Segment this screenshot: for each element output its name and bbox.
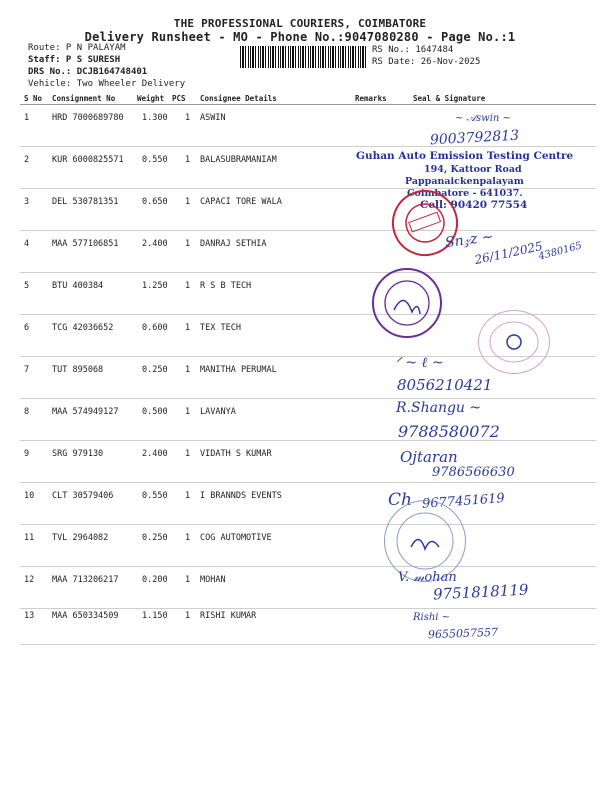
row-consignment: SRG 979130	[52, 449, 104, 459]
row-weight: 1.150	[142, 611, 168, 621]
runsheet-subtitle: Delivery Runsheet - MO - Phone No.:9047080280 - Page No.:1	[84, 30, 516, 44]
stamp-address-line: 194, Kattoor Road	[424, 164, 522, 175]
row-pcs: 1	[185, 365, 191, 375]
row-weight: 1.250	[142, 281, 168, 291]
row-weight: 0.250	[142, 533, 168, 543]
row-consignment: HRD 7000689780	[52, 113, 124, 123]
table-row	[20, 482, 596, 525]
purple-seal-inner	[374, 270, 440, 336]
signature-scribble: R.Shangu ~	[396, 400, 482, 416]
row-consignment: TCG 42036652	[52, 323, 114, 333]
signature-scribble: V. 𝓂ohan	[398, 570, 457, 585]
row-sno: 4	[24, 239, 30, 249]
company-title: THE PROFESSIONAL COURIERS, COIMBATORE	[173, 17, 427, 30]
row-sno: 8	[24, 407, 30, 417]
table-row	[20, 272, 596, 315]
handwritten-phone: 9655057557	[427, 625, 499, 642]
row-weight: 2.400	[142, 449, 168, 459]
header-pcs: PCS	[172, 94, 186, 103]
vehicle-label: Vehicle: Two Wheeler Delivery	[28, 79, 186, 89]
row-consignment: TVL 2964082	[52, 533, 109, 543]
row-sno: 3	[24, 197, 30, 207]
handwritten-phone: 9751818119	[432, 580, 529, 604]
header-remarks: Remarks	[355, 94, 387, 103]
signature-scribble: Ojtaran	[400, 448, 458, 466]
row-sno: 2	[24, 155, 30, 165]
row-weight: 1.300	[142, 113, 168, 123]
row-sno: 5	[24, 281, 30, 291]
row-consignee: LAVANYA	[200, 407, 236, 417]
handwritten-phone: 8056210421	[397, 376, 493, 394]
row-consignment: TUT 895068	[52, 365, 104, 375]
pink-seal-stamp	[478, 310, 550, 374]
stamp-phone: Cell: 90420 77554	[420, 199, 528, 211]
row-consignee: DANRAJ SETHIA	[200, 239, 267, 249]
row-weight: 0.650	[142, 197, 168, 207]
row-consignee: RISHI KUMAR	[200, 611, 257, 621]
row-weight: 0.550	[142, 155, 168, 165]
stamp-address-line: Coimbatore - 641037.	[407, 188, 523, 199]
row-sno: 11	[24, 533, 35, 543]
row-weight: 0.550	[142, 491, 168, 501]
handwritten-number: 4380165	[537, 240, 584, 263]
header-sno: S No	[24, 94, 43, 103]
header-seal-signature: Seal & Signature	[413, 94, 486, 103]
row-weight: 2.400	[142, 239, 168, 249]
handwritten-phone: 9788580072	[398, 422, 500, 441]
row-pcs: 1	[185, 611, 191, 621]
signature-scribble: Sn𝓏z ~	[444, 228, 495, 252]
row-consignee: MANITHA PERUMAL	[200, 365, 277, 375]
row-pcs: 1	[185, 113, 191, 123]
row-pcs: 1	[185, 197, 191, 207]
blue-seal-inner	[385, 501, 465, 581]
header-consignee: Consignee Details	[200, 94, 277, 103]
row-consignment: MAA 574949127	[52, 407, 119, 417]
row-consignment: DEL 530781351	[52, 197, 119, 207]
rs-date: RS Date: 26-Nov-2025	[372, 57, 481, 67]
staff-label: Staff: P S SURESH	[28, 55, 121, 65]
row-pcs: 1	[185, 323, 191, 333]
row-pcs: 1	[185, 533, 191, 543]
stamp-address-line: Pappanaickenpalayam	[405, 176, 524, 187]
barcode-image	[240, 46, 368, 68]
table-row	[20, 524, 596, 567]
signature-scribble: ᐟ ~ ℓ ~	[395, 355, 444, 371]
purple-seal-stamp	[372, 268, 442, 338]
row-consignment: KUR 6000825571	[52, 155, 124, 165]
row-consignee: ASWIN	[200, 113, 226, 123]
row-pcs: 1	[185, 239, 191, 249]
rs-number: RS No.: 1647484	[372, 45, 454, 55]
header-consignment: Consignment No	[52, 94, 116, 103]
row-consignee: MOHAN	[200, 575, 226, 585]
row-sno: 12	[24, 575, 35, 585]
signature-scribble: Rishi ~	[413, 612, 451, 623]
row-sno: 7	[24, 365, 30, 375]
table-row	[20, 398, 596, 441]
handwritten-phone: 9677451619	[421, 491, 506, 512]
row-weight: 0.600	[142, 323, 168, 333]
row-consignment: MAA 713206217	[52, 575, 119, 585]
row-sno: 6	[24, 323, 30, 333]
stamp-company-name: Guhan Auto Emission Testing Centre	[356, 150, 574, 162]
handwritten-phone: 9003792813	[429, 127, 520, 149]
row-weight: 0.250	[142, 365, 168, 375]
route-label: Route: P N PALAYAM	[28, 43, 126, 53]
row-pcs: 1	[185, 575, 191, 585]
row-consignee: COG AUTOMOTIVE	[200, 533, 272, 543]
handwritten-phone: 9786566630	[432, 465, 515, 480]
row-pcs: 1	[185, 449, 191, 459]
table-row	[20, 602, 596, 645]
row-consignee: BALASUBRAMANIAM	[200, 155, 277, 165]
row-consignment: BTU 400384	[52, 281, 104, 291]
row-sno: 13	[24, 611, 35, 621]
signature-aswin: ~ 𝒜swin ~	[455, 113, 511, 124]
drs-number: DRS No.: DCJB164748401	[28, 67, 148, 77]
row-consignee: CAPACI TORE WALA	[200, 197, 282, 207]
row-consignee: TEX TECH	[200, 323, 241, 333]
row-sno: 1	[24, 113, 30, 123]
header-weight: Weight	[137, 94, 165, 103]
row-consignment: CLT 30579406	[52, 491, 114, 501]
signature-scribble: Ch	[388, 490, 412, 510]
row-sno: 10	[24, 491, 35, 501]
row-consignment: MAA 577106851	[52, 239, 119, 249]
handwritten-date: 26/11/2025	[473, 238, 544, 268]
row-pcs: 1	[185, 155, 191, 165]
row-consignee: VIDATH S KUMAR	[200, 449, 272, 459]
row-pcs: 1	[185, 407, 191, 417]
row-pcs: 1	[185, 281, 191, 291]
row-consignment: MAA 650334509	[52, 611, 119, 621]
row-consignee: R S B TECH	[200, 281, 252, 291]
pink-seal-inner	[479, 311, 549, 373]
row-weight: 0.200	[142, 575, 168, 585]
row-consignee: I BRANNDS EVENTS	[200, 491, 282, 501]
row-weight: 0.500	[142, 407, 168, 417]
row-pcs: 1	[185, 491, 191, 501]
row-sno: 9	[24, 449, 30, 459]
